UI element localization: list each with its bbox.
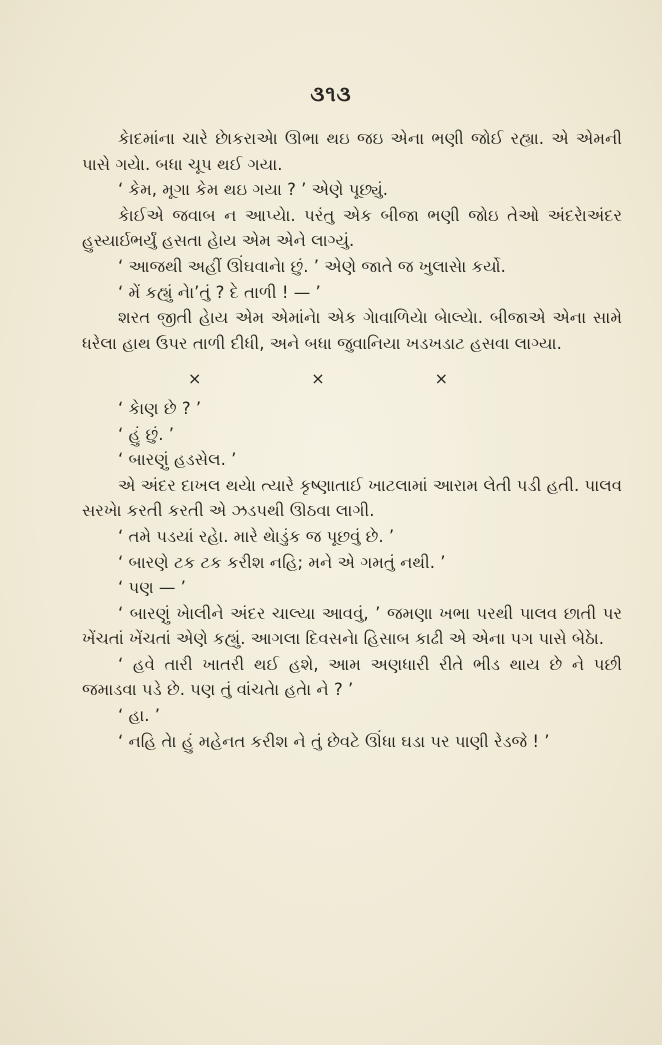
- paragraph: એ અંદર દાખલ થયેા ત્યારે કૃષ્ણાતાઈ ખાટલામાં આરામ લેતી પડી હતી. પાલવ સરખેા કરતી કરતી એ ઝડપથી ઊઠવા લાગી.: [82, 475, 622, 521]
- paragraph: કેાઈએ જવાબ ન આપ્યેા. પરંતુ એક બીજા ભણી જોઇ તેઓ અંદરેાઅંદર હુસ્યાર્ઇભર્યું હસતા હેાય એમ એને લાગ્યું.: [82, 205, 622, 251]
- paragraph: ‘ તમે પડયાં રહેા. મારે થેાડુંક જ પૂછવું છે. ’: [118, 526, 395, 546]
- paragraph: ‘ પણ — ’: [118, 578, 186, 598]
- body-text: [82, 126, 622, 754]
- separator-mark: ×: [434, 369, 448, 389]
- paragraph: ‘ નહિ તેા હું મહેનત કરીશ ને તું છેવટે ઊંધા ઘડા પર પાણી રેડજે ! ’: [118, 731, 550, 751]
- paragraph: ‘ બારણે ટક ટક કરીશ નહિ; મને એ ગમતું નથી. ’: [118, 552, 446, 572]
- separator-mark: ×: [311, 369, 325, 389]
- paragraph: શરત જીતી હેાય એમ એમાંનેા એક ગેાવાળિયેા બેાલ્યેા. બીજાએ એના સામે ધરેલા હાથ ઉપર તાળી દીધી, અને બધા જુવાનિયા ખડખડાટ હસવા લાગ્યા.: [82, 308, 622, 353]
- separator-mark: ×: [188, 369, 202, 389]
- paragraph: ‘ હવે તારી ખાતરી થઈ હશે, આમ અણધારી રીતે ભીડ થાય છે ને પછી જમાડવા પડે છે. પણ તું વાંચતેા હતેા ને ? ’: [82, 654, 622, 700]
- paragraph: ‘ મેં કહ્યું નેા’તું ? દે તાળી ! — ’: [118, 282, 321, 302]
- paragraph: ‘ હા. ’: [118, 706, 160, 726]
- paragraph: કેાદમાંના ચારે છેાકરાએા ઊભા થઇ જઇ એના ભણી જોઈ રહ્યા. એ એમની પાસે ગયેા. બધા ચૂપ થઈ ગયા.: [82, 129, 622, 174]
- paragraph: ‘ કેમ, મૂગા કેમ થઇ ગયા ? ’ એણે પૂછ્યું.: [118, 180, 389, 200]
- page-number: ૩૧૩: [310, 82, 352, 106]
- paragraph: ‘ બારણું હડસેલ. ’: [118, 450, 237, 470]
- paragraph: ‘ હું છું. ’: [118, 424, 174, 444]
- paragraph: ‘ કેાણ છે ? ’: [118, 398, 202, 418]
- paragraph: ‘ બારણું ખેાલીને અંદર ચાલ્યા આવવું, ’ જમણા ખભા પરથી પાલવ છાતી પર ખેંચતાં ખેંચતાં એણે કહ્યું. આગલા દિવસનેા હિસાબ કાઢી એ એના પગ પાસે બેઠેા.: [82, 603, 622, 649]
- paragraph: ‘ આજથી અહીં ઊંઘવાનેા છું. ’ એણે જાતે જ ખુલાસેા કર્યો.: [118, 256, 506, 276]
- section-separator: [188, 366, 448, 392]
